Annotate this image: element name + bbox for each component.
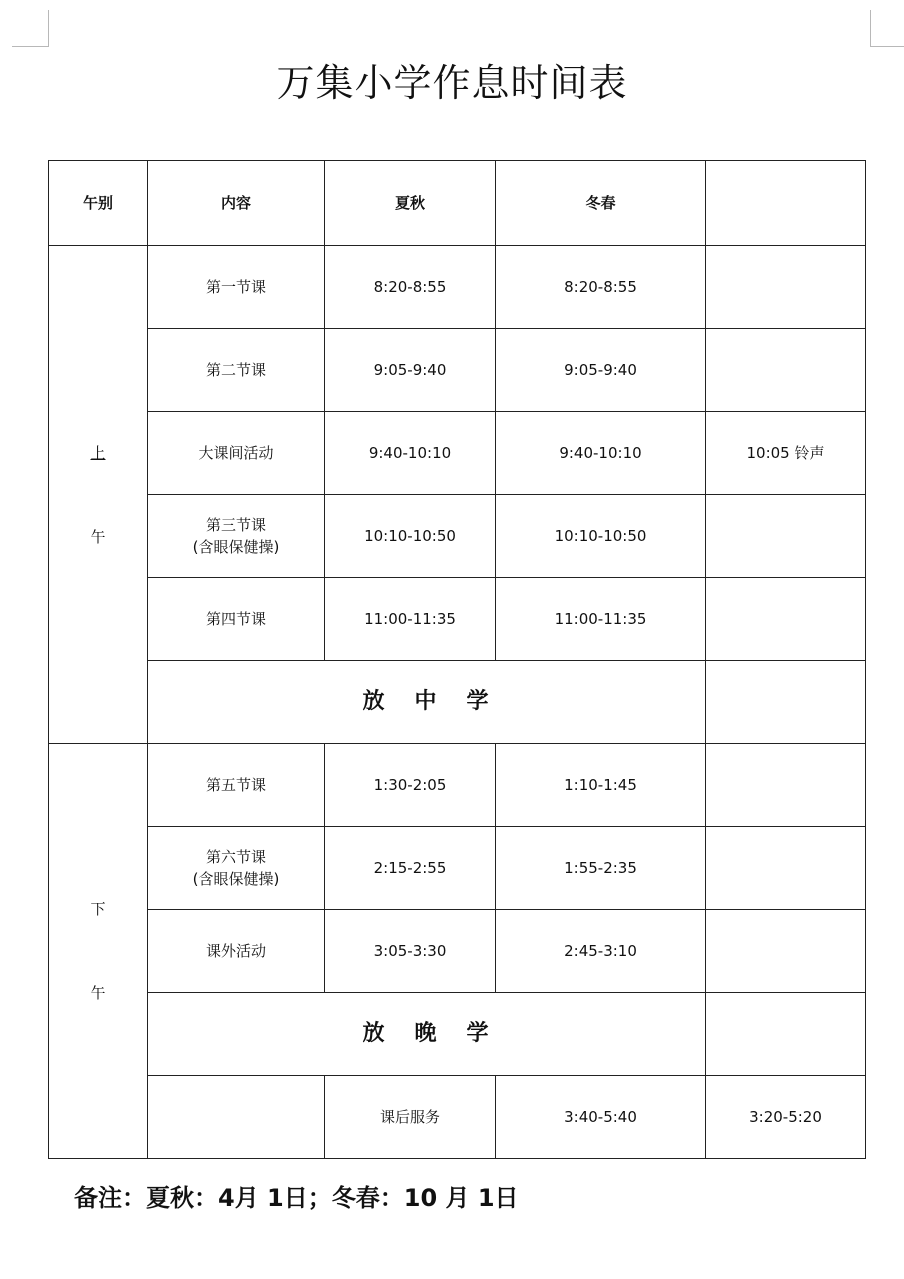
header-row <box>49 161 866 246</box>
content-label: 第三节课 <box>205 516 266 534</box>
header-content: 内容 <box>148 161 325 246</box>
period-char: 午 <box>90 984 106 1002</box>
dismissal-char: 晚 <box>414 1021 439 1046</box>
summer-autumn-time: 1:30-2:05 <box>325 744 496 827</box>
dismissal-row-evening <box>49 993 866 1076</box>
winter-spring-time: 11:00-11:35 <box>496 578 706 661</box>
note-cell: 10:05 铃声 <box>706 412 866 495</box>
winter-spring-time: 3:20-5:20 <box>706 1076 866 1159</box>
period-char: 午 <box>90 527 106 546</box>
summer-autumn-time: 11:00-11:35 <box>325 578 496 661</box>
summer-autumn-time: 3:40-5:40 <box>496 1076 706 1159</box>
period-char: 上 <box>90 443 106 462</box>
dismissal-row-noon <box>49 661 866 744</box>
content-cell: 第二节课 <box>148 329 325 412</box>
note-cell <box>706 744 866 827</box>
summer-autumn-time: 8:20-8:55 <box>325 246 496 329</box>
table-row <box>49 1076 866 1159</box>
table-row <box>49 578 866 661</box>
note-cell <box>706 246 866 329</box>
period-afternoon <box>49 744 148 1159</box>
winter-spring-time: 10:10-10:50 <box>496 495 706 578</box>
content-cell <box>148 827 325 910</box>
schedule-table <box>48 160 866 1159</box>
dismissal-noon <box>148 661 706 744</box>
summer-autumn-time: 9:40-10:10 <box>325 412 496 495</box>
dismissal-char: 放 <box>362 689 387 714</box>
table-row <box>49 495 866 578</box>
winter-spring-time: 8:20-8:55 <box>496 246 706 329</box>
content-cell: 课外活动 <box>148 910 325 993</box>
table-row <box>49 744 866 827</box>
footnote: 备注：夏秋：4月 1日；冬春：10 月 1日 <box>74 1184 519 1212</box>
empty-period-cell <box>148 1076 325 1159</box>
content-cell: 第五节课 <box>148 744 325 827</box>
note-cell <box>706 661 866 744</box>
winter-spring-time: 9:05-9:40 <box>496 329 706 412</box>
winter-spring-time: 1:10-1:45 <box>496 744 706 827</box>
header-winter-spring: 冬春 <box>496 161 706 246</box>
dismissal-char: 中 <box>414 689 439 714</box>
summer-autumn-time: 3:05-3:30 <box>325 910 496 993</box>
header-summer-autumn: 夏秋 <box>325 161 496 246</box>
summer-autumn-time: 9:05-9:40 <box>325 329 496 412</box>
summer-autumn-time: 2:15-2:55 <box>325 827 496 910</box>
dismissal-char: 放 <box>362 1021 387 1046</box>
content-cell: 大课间活动 <box>148 412 325 495</box>
table-row <box>49 246 866 329</box>
table-row <box>49 412 866 495</box>
dismissal-char: 学 <box>466 1021 491 1046</box>
header-notes <box>706 161 866 246</box>
winter-spring-time: 1:55-2:35 <box>496 827 706 910</box>
dismissal-evening <box>148 993 706 1076</box>
table-row <box>49 329 866 412</box>
note-cell <box>706 578 866 661</box>
note-cell <box>706 495 866 578</box>
note-cell <box>706 993 866 1076</box>
content-cell <box>148 495 325 578</box>
crop-mark-top-right <box>870 10 904 47</box>
content-sublabel: (含眼保健操) <box>192 870 280 888</box>
summer-autumn-time: 10:10-10:50 <box>325 495 496 578</box>
page-title: 万集小学作息时间表 <box>276 61 628 105</box>
crop-mark-top-left <box>12 10 49 47</box>
winter-spring-time: 9:40-10:10 <box>496 412 706 495</box>
content-cell: 第四节课 <box>148 578 325 661</box>
content-label: 第六节课 <box>205 848 266 866</box>
period-morning <box>49 246 148 744</box>
header-period: 午别 <box>49 161 148 246</box>
note-cell <box>706 827 866 910</box>
content-sublabel: (含眼保健操) <box>192 538 280 556</box>
dismissal-char: 学 <box>466 689 491 714</box>
content-cell: 课后服务 <box>325 1076 496 1159</box>
note-cell <box>706 329 866 412</box>
content-cell: 第一节课 <box>148 246 325 329</box>
note-cell <box>706 910 866 993</box>
table-row <box>49 827 866 910</box>
winter-spring-time: 2:45-3:10 <box>496 910 706 993</box>
table-row <box>49 910 866 993</box>
period-char: 下 <box>90 900 106 918</box>
